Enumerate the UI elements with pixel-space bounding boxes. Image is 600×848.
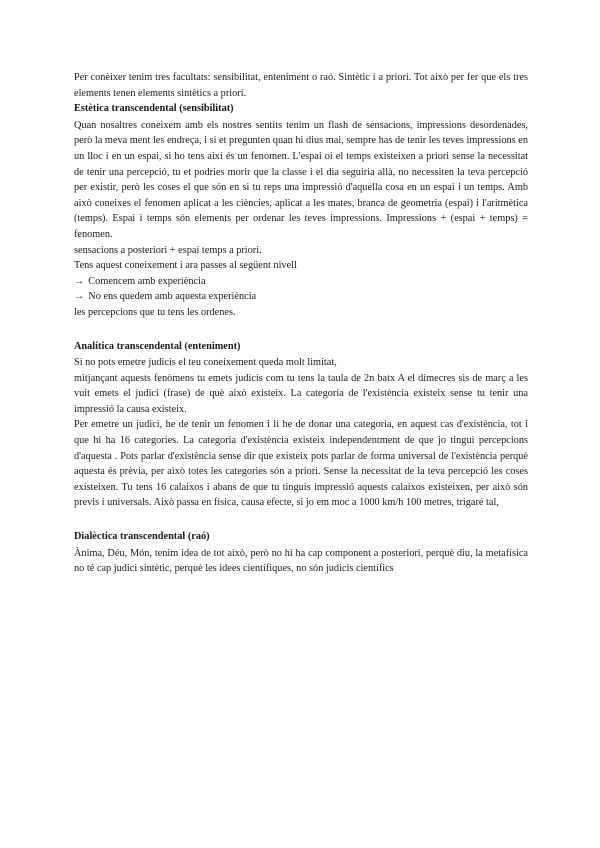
arrow-icon: →	[74, 275, 85, 287]
text-line: Si no pots emetre judicis el teu coneixement queda molt limitat,	[74, 357, 337, 369]
section-estetica	[74, 101, 528, 320]
body-paragraph: Ànima, Déu, Món, tenim idea de tot això, però no hi ha cap component a posteriori, perquè diu, la metafísica no té cap judici sintètic, perquè les idees científiques, no són judicis científics	[74, 547, 528, 575]
arrow-item-text: No ens quedem amb aquesta experiència	[88, 291, 257, 303]
intro-paragraph: Per conèixer tenim tres facultats: sensibilitat, enteniment o raó. Sintètic i a priori. Tot això per fer que els tres elements tenen elements sintètics a priori.	[74, 72, 528, 99]
arrow-icon: →	[74, 291, 85, 303]
arrow-item-text: Comencem amb experiència	[88, 275, 206, 287]
arrow-list-item	[74, 289, 528, 305]
body-paragraph: Quan nosaltres coneixem amb els nostres sentits tenim un flash de sensacions, impressions desordenades, però la meva ment les endreça, i si et pregunten quan hi dius mai, sempre has de tenir les teves impressions en un lloc i en un espai, si ho tens així és un fenomen. L'espai oi el temps existeixen a priori sense la necessitat de tenir una percepció, tu et podries morir que la classe i el dia seguiria allà, no necessiten la teva percepció per existir, però les coses el que són en si tu reps una impressió d'aquella cosa en un espai i un temps. Amb això coneixes el fenomen aplicat a les ciències, aplicat a les mates, branca de geometria (espai) i l'aritmètica (temps). Espai i temps són elements per ordenar les teves impressions. Impressions + (espai + temps) = fenomen.	[74, 119, 528, 240]
section-dialectica	[74, 529, 528, 577]
section-heading: Dialèctica transcendental (raó)	[74, 531, 210, 543]
document-page	[74, 70, 528, 595]
text-line: Tens aquest coneixement i ara passes al següent nivell	[74, 260, 297, 272]
body-paragraph: Per emetre un judici, he de tenir un fenomen i li he de donar una categoria, en aquest cas d'existència, tot i que hi ha 16 categories. La categoria d'existència existeix independentment de que jo tingui percepcions d'aquesta . Pots parlar d'existència sense dir que existeix pots parlar de forma universal de l'existència perquè aquesta és prèvia, per això totes les categories són a priori. Sense la necessitat de la teva percepció les coses existeixen. Tu tens 16 calaixos i abans de que tu tinguis impressió aquests calaixos existeixen, per això són previs i universals. Això passa en física, causa efecte, si jo em moc a 1000 km/h 100 metres, trigaré tal,	[74, 419, 528, 509]
text-line: les percepcions que tu tens les ordenes.	[74, 306, 236, 318]
arrow-list-item	[74, 274, 528, 290]
text-line: sensacions a posteriori + espai temps a priori.	[74, 244, 262, 256]
section-heading: Estètica transcendental (sensibilitat)	[74, 103, 234, 115]
section-heading: Analítica transcendental (enteniment)	[74, 340, 241, 352]
section-analitica	[74, 339, 528, 512]
body-paragraph: mitjançant aquests fenòmens tu emets judicis com tu tens la taula de 2n batx A el dimecres sis de març a les vuit emets el judici (frase) de què això existeix. La categoria de l'existència existeix sense tu tenir una impressió la causa existeix.	[74, 372, 528, 415]
